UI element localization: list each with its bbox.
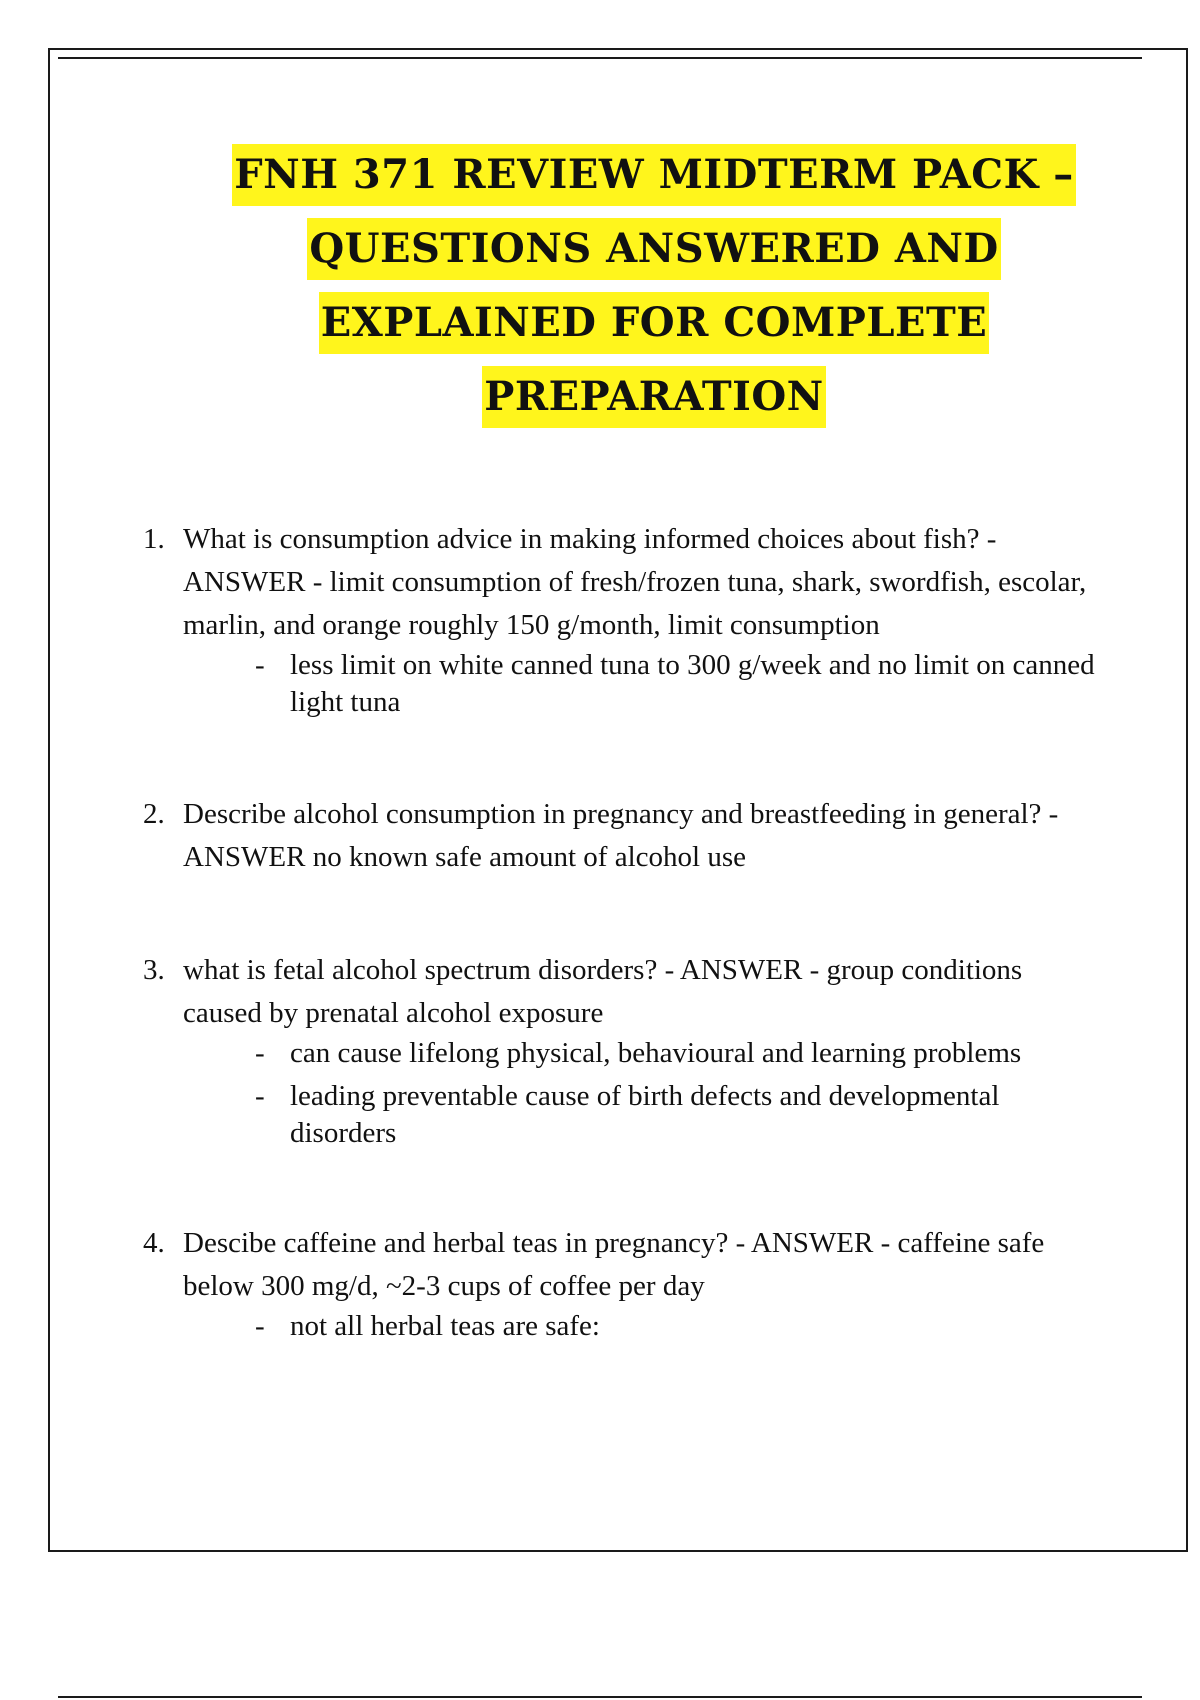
question-text: Descibe caffeine and herbal teas in pregnancy? - ANSWER - caffeine safe below 300 mg/d, ~2-3 cups of coffee per day [183,1227,1045,1302]
bullet-text: less limit on white canned tuna to 300 g/week and no limit on canned light tuna [290,649,1095,718]
answer-bullet [140,1035,1100,1072]
bottom-rule [58,1696,1142,1698]
answer-bullet [140,1308,1100,1345]
question-list [140,518,1100,1345]
bullet-dash: - [255,1310,265,1342]
top-rule [58,57,1142,59]
question-number: 4. [143,1227,165,1259]
answer-bullet [140,1078,1100,1152]
bullet-text: leading preventable cause of birth defects and developmental disorders [290,1080,1000,1149]
bullet-dash: - [255,1037,265,1069]
title-line: QUESTIONS ANSWERED AND [307,218,1000,280]
bullet-dash: - [255,649,265,681]
question-number: 2. [143,798,165,830]
question-text: Describe alcohol consumption in pregnancy and breastfeeding in general? - ANSWER no known safe amount of alcohol use [183,798,1059,873]
bullet-text: can cause lifelong physical, behavioural and learning problems [290,1037,1022,1069]
bullet-text: not all herbal teas are safe: [290,1310,600,1342]
question-item [140,518,1100,647]
question-item [140,949,1100,1035]
title-line: PREPARATION [482,366,825,428]
question-number: 3. [143,954,165,986]
title-line: FNH 371 REVIEW MIDTERM PACK – [232,144,1076,206]
question-text: what is fetal alcohol spectrum disorders? - ANSWER - group conditions caused by prenatal alcohol exposure [183,954,1023,1029]
question-item [140,793,1100,879]
answer-bullet [140,647,1100,721]
bullet-dash: - [255,1080,265,1112]
document-title [200,144,1108,440]
question-number: 1. [143,523,165,555]
question-item [140,1222,1100,1308]
title-line: EXPLAINED FOR COMPLETE [319,292,989,354]
question-text: What is consumption advice in making informed choices about fish? - ANSWER - limit consumption of fresh/frozen tuna, shark, swordfish, escolar, marlin, and orange roughly 150 g/month, limit consumption [183,523,1087,641]
